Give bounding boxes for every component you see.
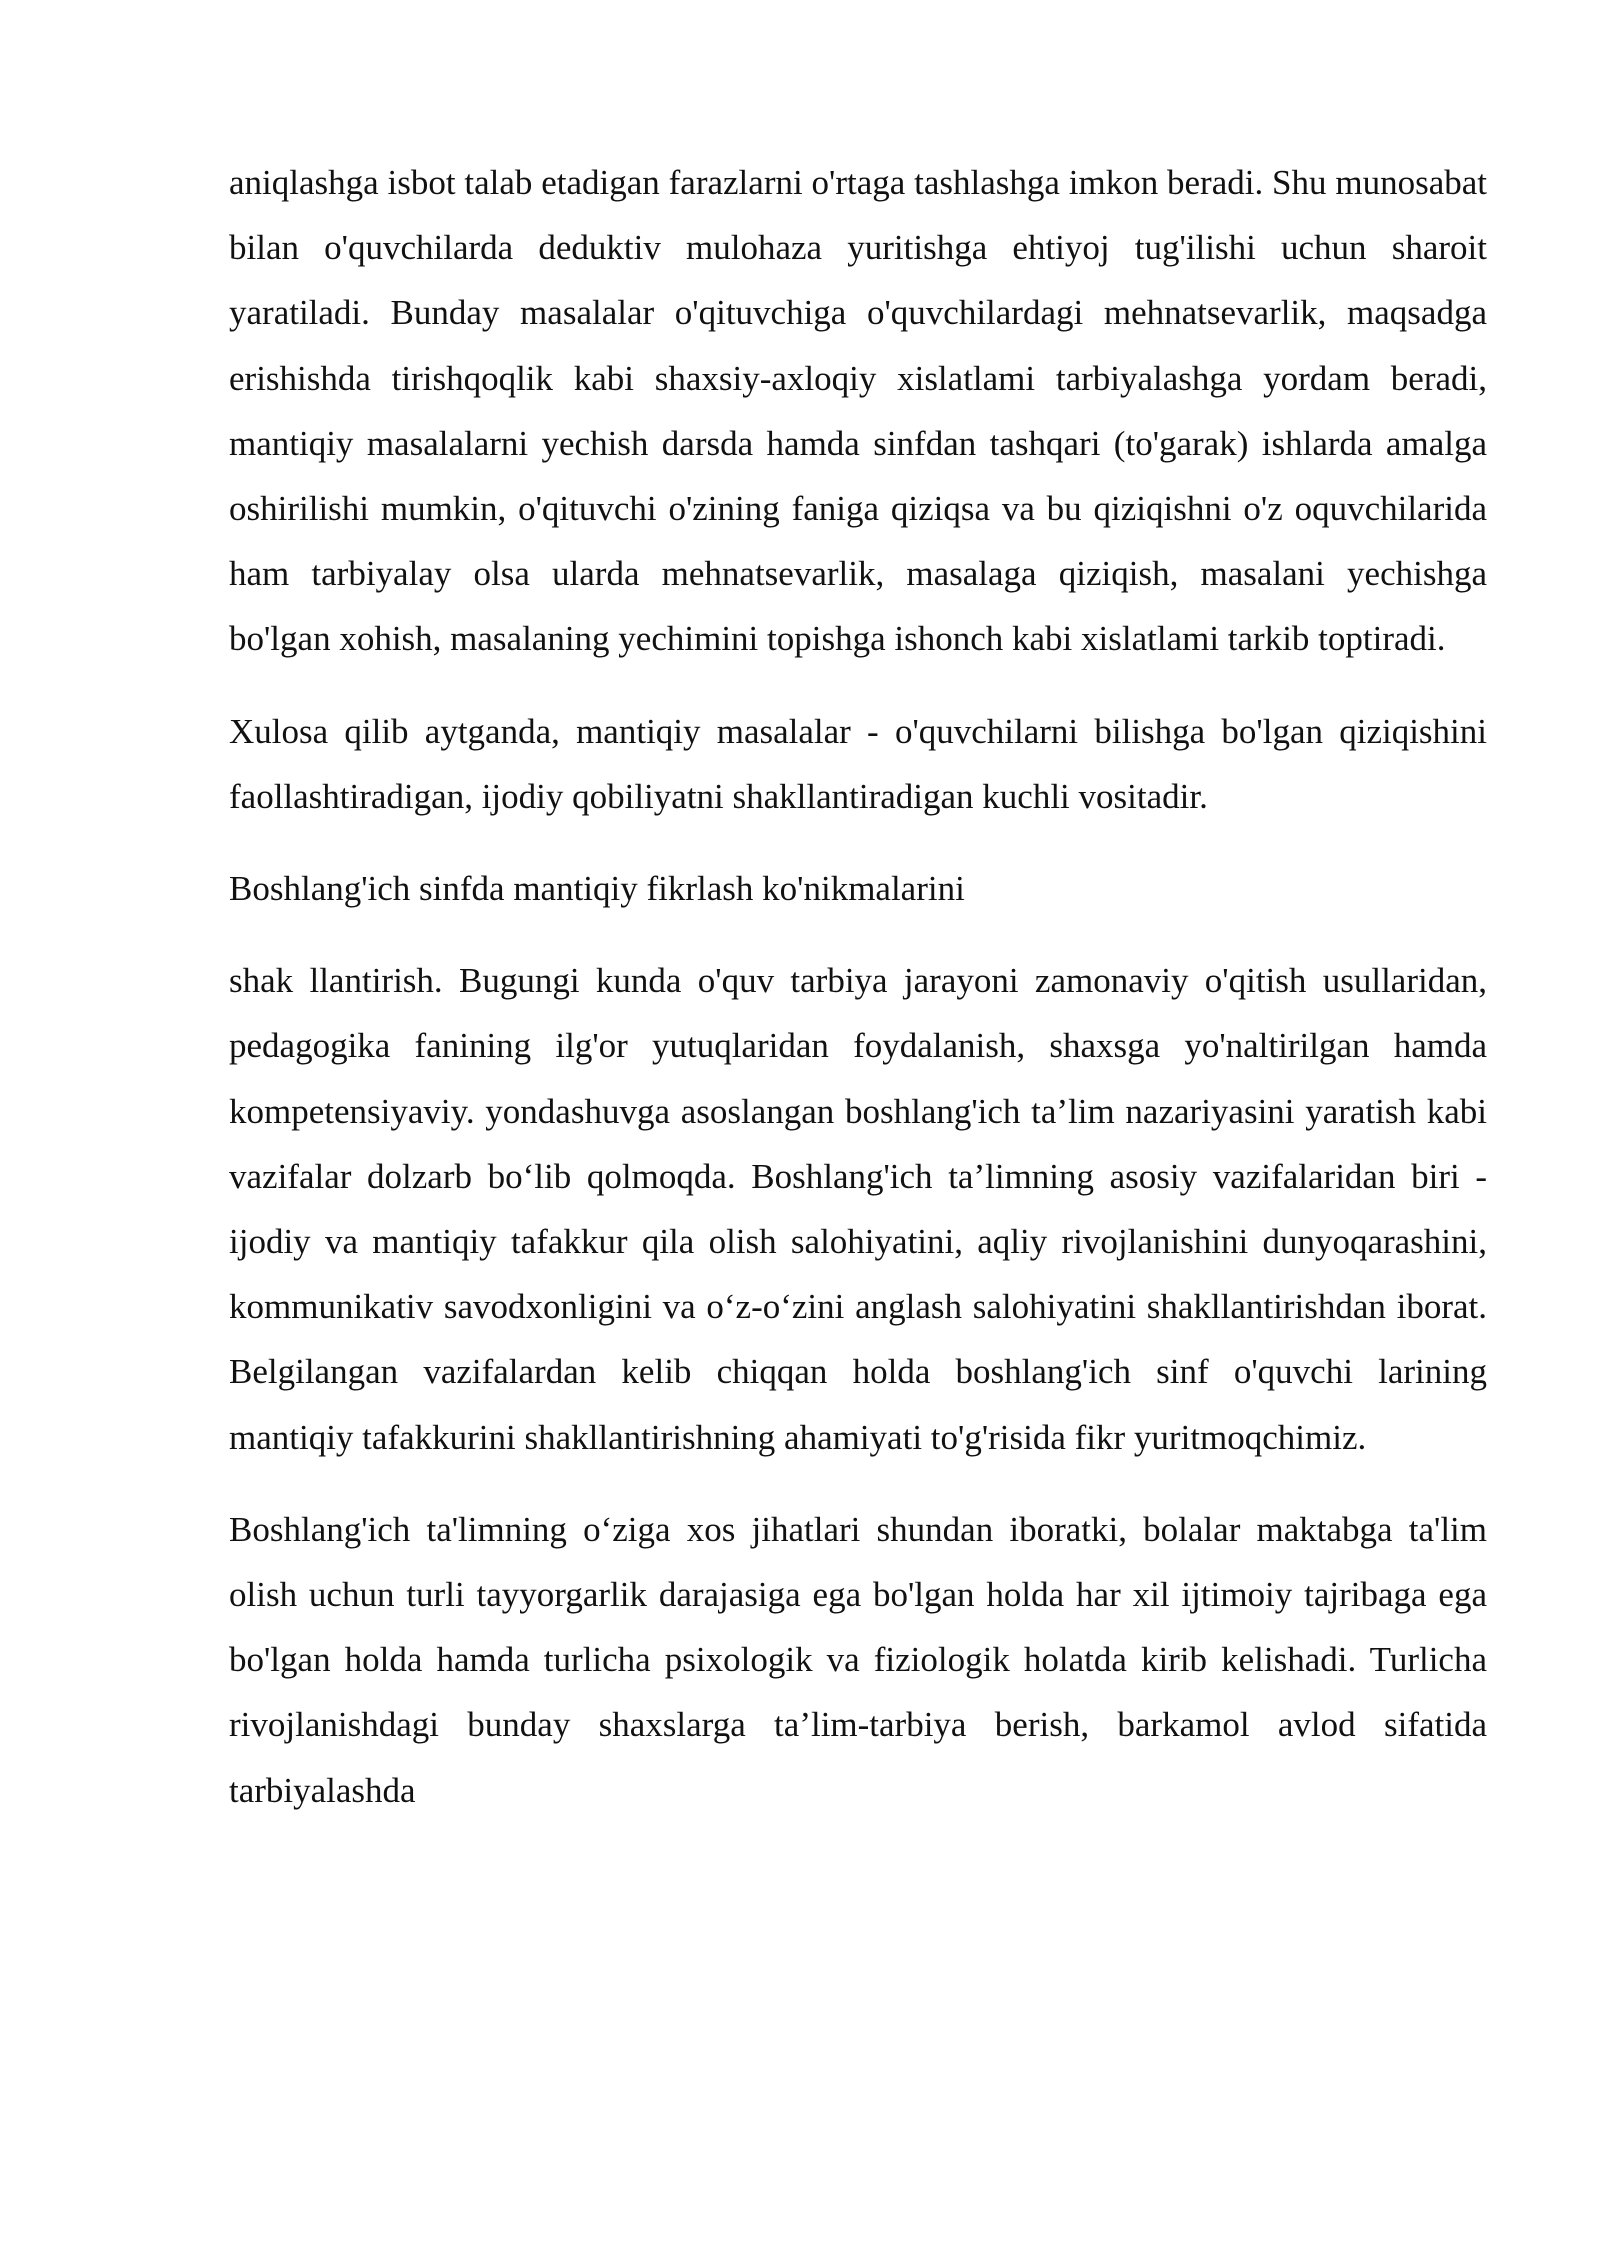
paragraph-conclusion: Xulosa qilib aytganda, mantiqiy masalalar - o'quvchilarni bilishga bo'lgan qiziqishini faollashtiradigan, ijodiy qobiliyatni shakllantiradigan kuchli vositadir. [229, 711, 1487, 816]
paragraph-modern-education: shak llantirish. Bugungi kunda o'quv tarbiya jarayoni zamonaviy o'qitish usullaridan, pedagogika fanining ilg'or yutuqlaridan foydalanish, shaxsga yo'naltirilgan hamda kompetensiyaviy. yondashuvga asoslangan boshlang'ich ta’lim nazariyasini yaratish kabi vazifalar dolzarb bo‘lib qolmoqda. Boshlang'ich ta’limning asosiy vazifalaridan biri - ijodiy va mantiqiy tafakkur qila olish salohiyatini, aqliy rivojlanishini dunyoqarashini, kommunikativ savodxonligini va o‘z-o‘zini anglash salohiyatini shakllantirishdan iborat. Belgilangan vazifalardan kelib chiqqan holda boshlang'ich sinf o'quvchi larining mantiqiy tafakkurini shakllantirishning ahamiyati to'g'risida fikr yuritmoqchimiz. [229, 961, 1487, 1457]
paragraph-primary-education: Boshlang'ich ta'limning o‘ziga xos jihatlari shundan iboratki, bolalar maktabga ta'lim olish uchun turli tayyorgarlik darajasiga ega bo'lgan holda har xil ijtimoiy tajribaga ega bo'lgan holda hamda turlicha psixologik va fiziologik holatda kirib kelishadi. Turlicha rivojlanishdagi bunday shaxslarga ta’lim-tarbiya berish, barkamol avlod sifatida tarbiyalashda [229, 1509, 1487, 1810]
section-heading: Boshlang'ich sinfda mantiqiy fikrlash ko'nikmalarini [229, 869, 965, 909]
document-body [229, 150, 1487, 1823]
paragraph-logic-tasks: aniqlashga isbot talab etadigan farazlarni o'rtaga tashlashga imkon beradi. Shu munosabat bilan o'quvchilarda deduktiv mulohaza yuritishga ehtiyoj tug'ilishi uchun sharoit yaratiladi. Bunday masalalar o'qituvchiga o'quvchilardagi mehnatsevarlik, maqsadga erishishda tirishqoqlik kabi shaxsiy-axloqiy xislatlami tarbiyalashga yordam beradi, mantiqiy masalalarni yechish darsda hamda sinfdan tashqari (to'garak) ishlarda amalga oshirilishi mumkin, o'qituvchi o'zining faniga qiziqsa va bu qiziqishni o'z oquvchilarida ham tarbiyalay olsa ularda mehnatsevarlik, masalaga qiziqish, masalani yechishga bo'lgan xohish, masalaning yechimini topishga ishonch kabi xislatlami tarkib toptiradi. [229, 163, 1487, 659]
